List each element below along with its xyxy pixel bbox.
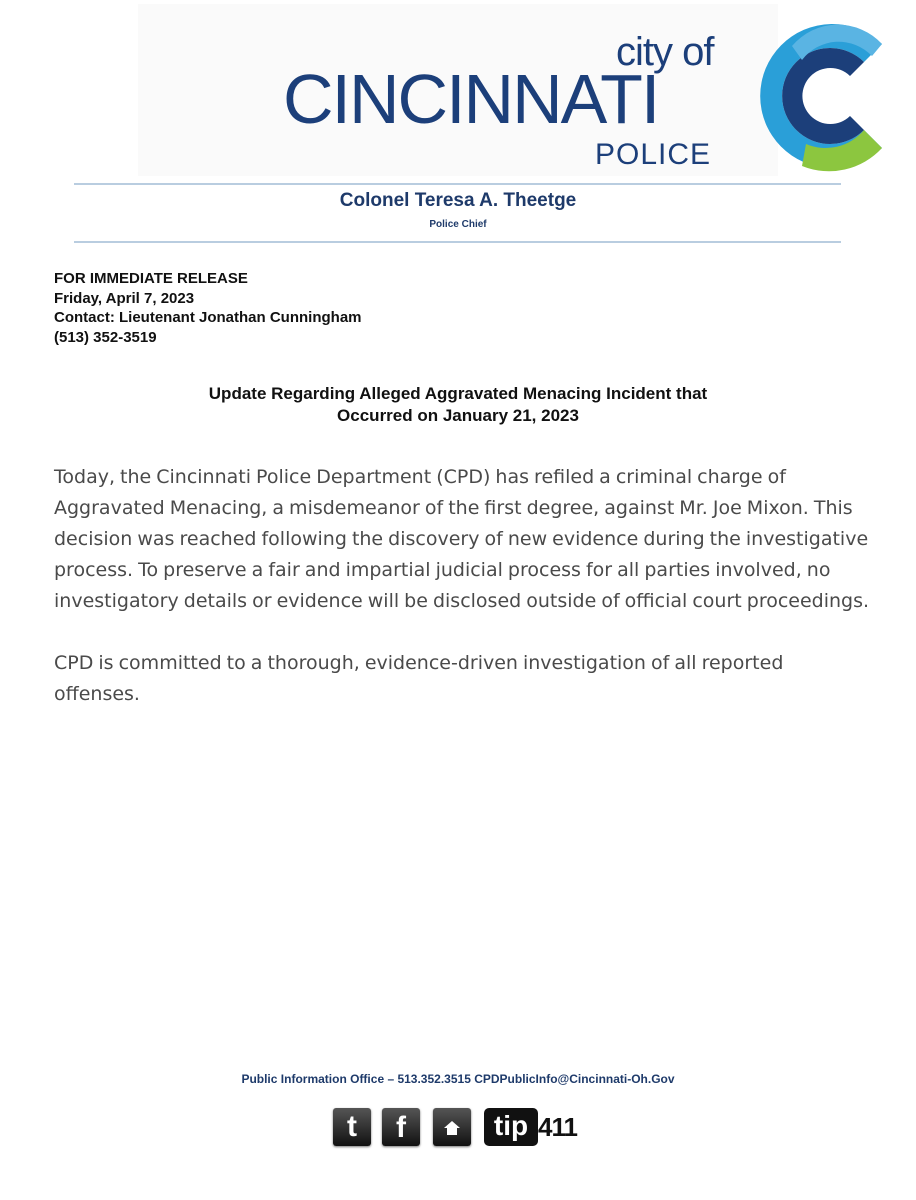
facebook-icon[interactable]: f <box>382 1108 420 1146</box>
city-logo <box>138 4 778 176</box>
headline-line-1: Update Regarding Alleged Aggravated Menacing Incident that <box>208 384 708 403</box>
c-swoosh-icon <box>732 16 902 176</box>
logo-police-text: POLICE <box>595 138 712 171</box>
home-icon[interactable] <box>433 1108 471 1146</box>
release-contact: Contact: Lieutenant Jonathan Cunningham <box>54 309 362 326</box>
house-icon <box>433 1108 471 1146</box>
release-phone: (513) 352-3519 <box>54 328 157 346</box>
chief-title: Police Chief <box>429 219 487 230</box>
headline-line-2: Occurred on January 21, 2023 <box>337 406 579 425</box>
body-paragraph-2: CPD is committed to a thorough, evidence-driven investigation of all reported offenses. <box>54 652 784 705</box>
body-paragraph-1: Today, the Cincinnati Police Department (CPD) has refiled a criminal charge of Aggravated Menacing, a misdemeanor of the first degree, against Mr. Joe Mixon. This decision was reached following the discovery of new evidence during the investigative process. To preserve a fair and impartial judicial process for all parties involved, no investigatory details or evidence will be disclosed outside of official court proceedings. <box>54 466 870 612</box>
footer-contact-line: Public Information Office – 513.352.3515 CPDPublicInfo@Cincinnati-Oh.Gov <box>241 1072 675 1086</box>
tip-number: 411 <box>538 1112 577 1142</box>
logo-city-of-text: city of <box>616 30 714 74</box>
chief-name: Colonel Teresa A. Theetge <box>339 190 577 211</box>
header-divider-top <box>74 183 841 185</box>
logo-cincinnati-text: CINCINNATI <box>283 60 659 138</box>
body-text <box>54 462 874 741</box>
release-label: FOR IMMEDIATE RELEASE <box>54 270 248 287</box>
tip-label: tip <box>484 1108 538 1146</box>
release-info <box>54 269 362 347</box>
twitter-icon[interactable]: t <box>333 1108 371 1146</box>
headline <box>0 383 916 427</box>
header-divider-bottom <box>74 241 841 243</box>
release-date: Friday, April 7, 2023 <box>54 289 195 307</box>
